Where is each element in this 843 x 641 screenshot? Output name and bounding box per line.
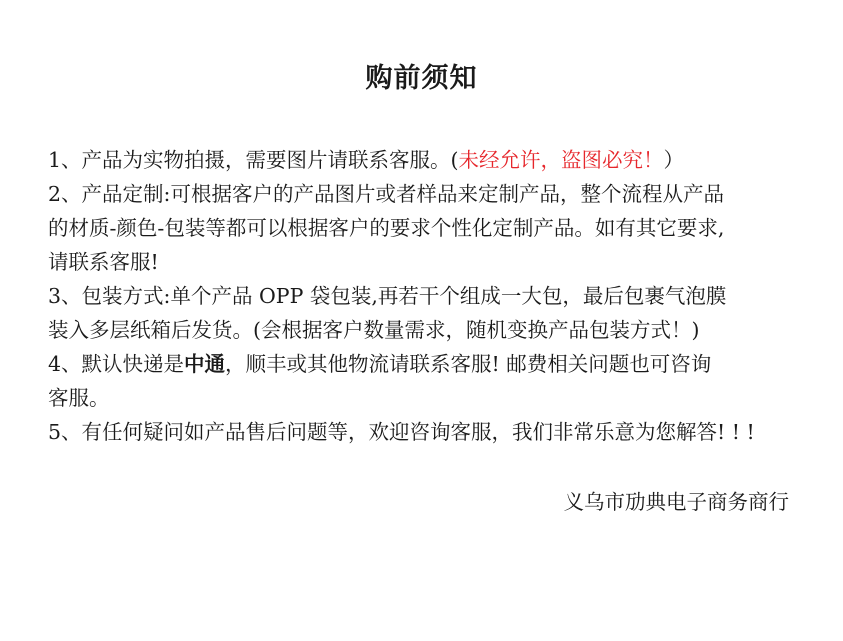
notice-item-4-suffix: ，顺丰或其他物流请联系客服! 邮费相关问题也可咨询 <box>225 352 712 376</box>
company-name: 义乌市劢典电子商务商行 <box>563 490 789 514</box>
notice-item-3-line-1: 3、包装方式:单个产品 OPP 袋包装,再若干个组成一大包，最后包裹气泡膜 <box>48 284 727 308</box>
notice-item-1-close: ） <box>663 148 685 172</box>
notice-item-2-line-3: 请联系客服! <box>48 250 159 274</box>
default-carrier: 中通 <box>184 352 226 376</box>
notice-item-4-prefix: 4、默认快递是 <box>48 352 185 376</box>
notice-item-2-line-2: 的材质-颜色-包装等都可以根据客户的要求个性化定制产品。如有其它要求, <box>48 216 725 240</box>
notice-item-2-line-1: 2、产品定制:可根据客户的产品图片或者样品来定制产品，整个流程从产品 <box>48 182 724 206</box>
notice-item-4-line-2: 客服。 <box>48 386 110 410</box>
notice-item-1 <box>48 143 808 177</box>
notice-item-3-line-2: 装入多层纸箱后发货。(会根据客户数量需求，随机变换产品包装方式！) <box>48 318 700 342</box>
notice-item-4-line-1 <box>48 347 808 381</box>
copyright-warning: 未经允许，盗图必究！ <box>458 148 664 172</box>
notice-list <box>48 143 808 449</box>
notice-item-5: 5、有任何疑问如产品售后问题等，欢迎咨询客服，我们非常乐意为您解答! ! ! <box>48 420 755 444</box>
notice-item-1-text: 1、产品为实物拍摄，需要图片请联系客服。( <box>48 148 459 172</box>
page-title: 购前须知 <box>365 63 478 94</box>
